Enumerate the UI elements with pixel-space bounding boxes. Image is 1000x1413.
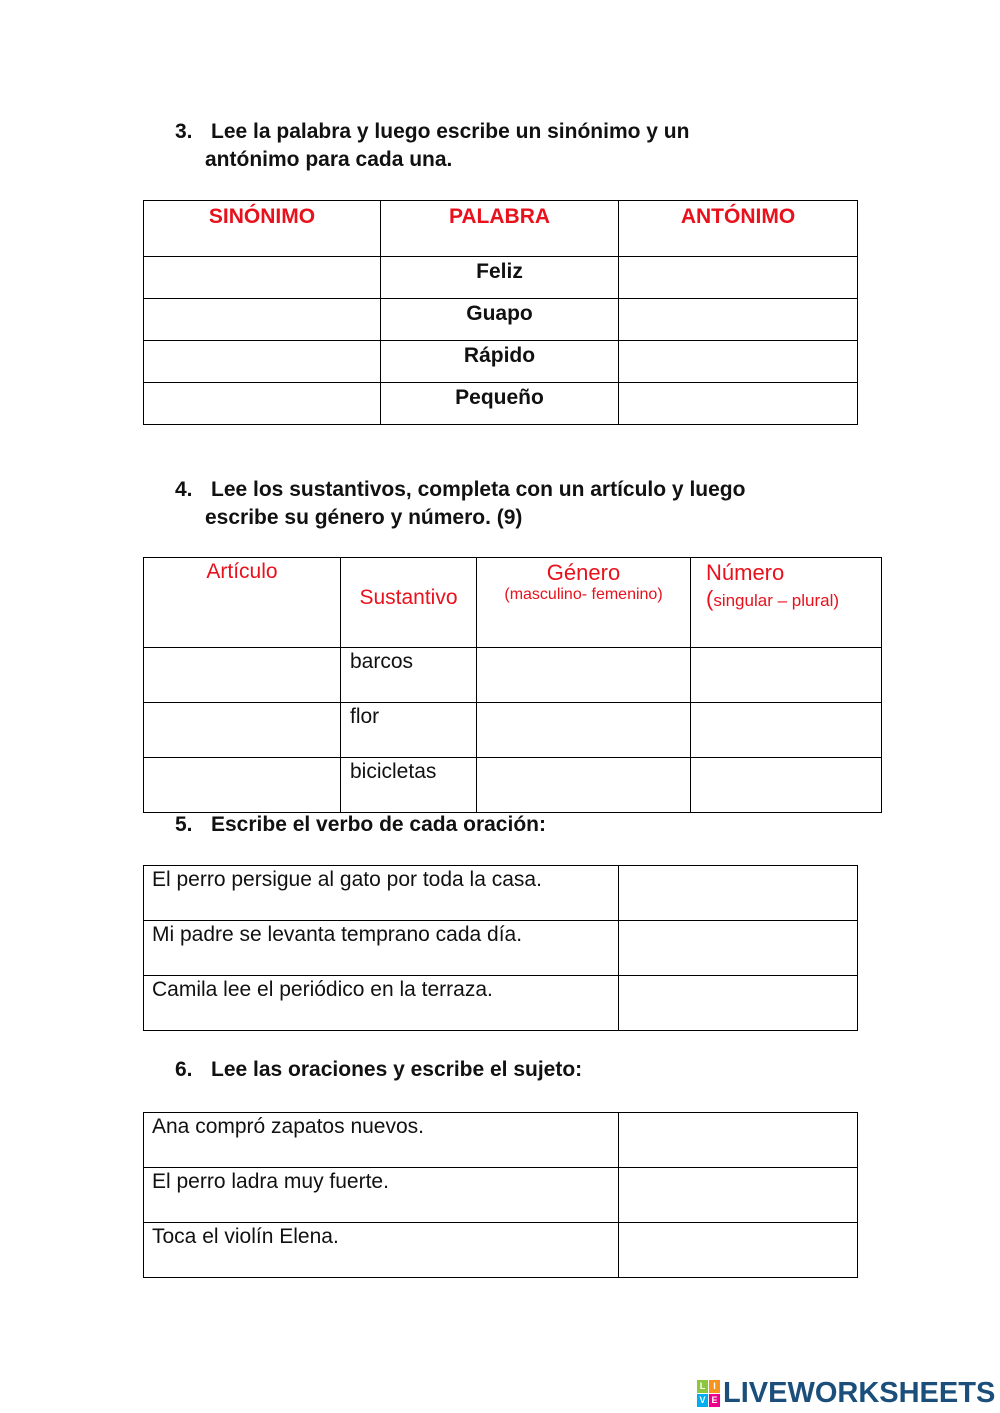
table-header-row	[144, 201, 858, 257]
question-number: 5.	[175, 813, 193, 836]
verb-answer-cell[interactable]	[619, 976, 858, 1031]
table-row	[144, 648, 882, 703]
table-row	[144, 921, 858, 976]
table-row	[144, 1113, 858, 1168]
question-4	[175, 476, 745, 532]
word-cell: Feliz	[381, 257, 619, 299]
number-answer-cell[interactable]	[691, 648, 882, 703]
number-answer-cell[interactable]	[691, 758, 882, 813]
sentence-cell: El perro ladra muy fuerte.	[144, 1168, 619, 1223]
question-number: 3.	[175, 120, 193, 143]
question-number: 6.	[175, 1058, 193, 1081]
number-answer-cell[interactable]	[691, 703, 882, 758]
sentence-cell: Camila lee el periódico en la terraza.	[144, 976, 619, 1031]
logo-text: LIVEWORKSHEETS	[723, 1377, 996, 1409]
word-cell: Rápido	[381, 341, 619, 383]
header-articulo: Artículo	[144, 558, 341, 648]
table-row	[144, 383, 858, 425]
subject-answer-cell[interactable]	[619, 1113, 858, 1168]
liveworksheets-logo-icon: L I V E	[697, 1380, 720, 1407]
question-3	[175, 118, 689, 174]
table-row	[144, 341, 858, 383]
table-row	[144, 299, 858, 341]
synonym-antonym-table	[143, 200, 858, 425]
noun-cell: barcos	[341, 648, 477, 703]
word-cell: Guapo	[381, 299, 619, 341]
sentence-cell: Ana compró zapatos nuevos.	[144, 1113, 619, 1168]
table-header-row	[144, 558, 882, 648]
question-text: Lee las oraciones y escribe el sujeto:	[211, 1058, 583, 1081]
table-row	[144, 257, 858, 299]
antonym-answer-cell[interactable]	[619, 299, 858, 341]
subject-table	[143, 1112, 858, 1278]
synonym-answer-cell[interactable]	[144, 341, 381, 383]
table-row	[144, 1168, 858, 1223]
table-row	[144, 758, 882, 813]
header-antonimo: ANTÓNIMO	[619, 201, 858, 257]
header-palabra: PALABRA	[381, 201, 619, 257]
question-5	[175, 811, 546, 839]
table-row	[144, 866, 858, 921]
gender-answer-cell[interactable]	[477, 703, 691, 758]
synonym-answer-cell[interactable]	[144, 257, 381, 299]
liveworksheets-logo	[697, 1378, 995, 1408]
question-text-line2: escribe su género y número. (9)	[205, 506, 523, 529]
sentence-cell: El perro persigue al gato por toda la casa.	[144, 866, 619, 921]
header-sinonimo: SINÓNIMO	[144, 201, 381, 257]
header-numero: Número (singular – plural)	[691, 558, 882, 648]
question-number: 4.	[175, 478, 193, 501]
noun-table	[143, 557, 882, 813]
table-row	[144, 976, 858, 1031]
sentence-cell: Mi padre se levanta temprano cada día.	[144, 921, 619, 976]
subject-answer-cell[interactable]	[619, 1223, 858, 1278]
question-text-line2: antónimo para cada una.	[205, 148, 453, 171]
article-answer-cell[interactable]	[144, 703, 341, 758]
antonym-answer-cell[interactable]	[619, 383, 858, 425]
question-text-line1: Lee la palabra y luego escribe un sinónimo y un	[211, 120, 690, 143]
article-answer-cell[interactable]	[144, 648, 341, 703]
verb-answer-cell[interactable]	[619, 866, 858, 921]
verb-answer-cell[interactable]	[619, 921, 858, 976]
antonym-answer-cell[interactable]	[619, 341, 858, 383]
question-6	[175, 1056, 582, 1084]
antonym-answer-cell[interactable]	[619, 257, 858, 299]
noun-cell: bicicletas	[341, 758, 477, 813]
synonym-answer-cell[interactable]	[144, 383, 381, 425]
question-text: Escribe el verbo de cada oración:	[211, 813, 546, 836]
synonym-answer-cell[interactable]	[144, 299, 381, 341]
sentence-cell: Toca el violín Elena.	[144, 1223, 619, 1278]
word-cell: Pequeño	[381, 383, 619, 425]
subject-answer-cell[interactable]	[619, 1168, 858, 1223]
header-genero: Género (masculino- femenino)	[477, 558, 691, 648]
article-answer-cell[interactable]	[144, 758, 341, 813]
gender-answer-cell[interactable]	[477, 758, 691, 813]
table-row	[144, 1223, 858, 1278]
gender-answer-cell[interactable]	[477, 648, 691, 703]
noun-cell: flor	[341, 703, 477, 758]
question-text-line1: Lee los sustantivos, completa con un artículo y luego	[211, 478, 746, 501]
header-sustantivo: Sustantivo	[341, 558, 477, 648]
table-row	[144, 703, 882, 758]
verb-table	[143, 865, 858, 1031]
